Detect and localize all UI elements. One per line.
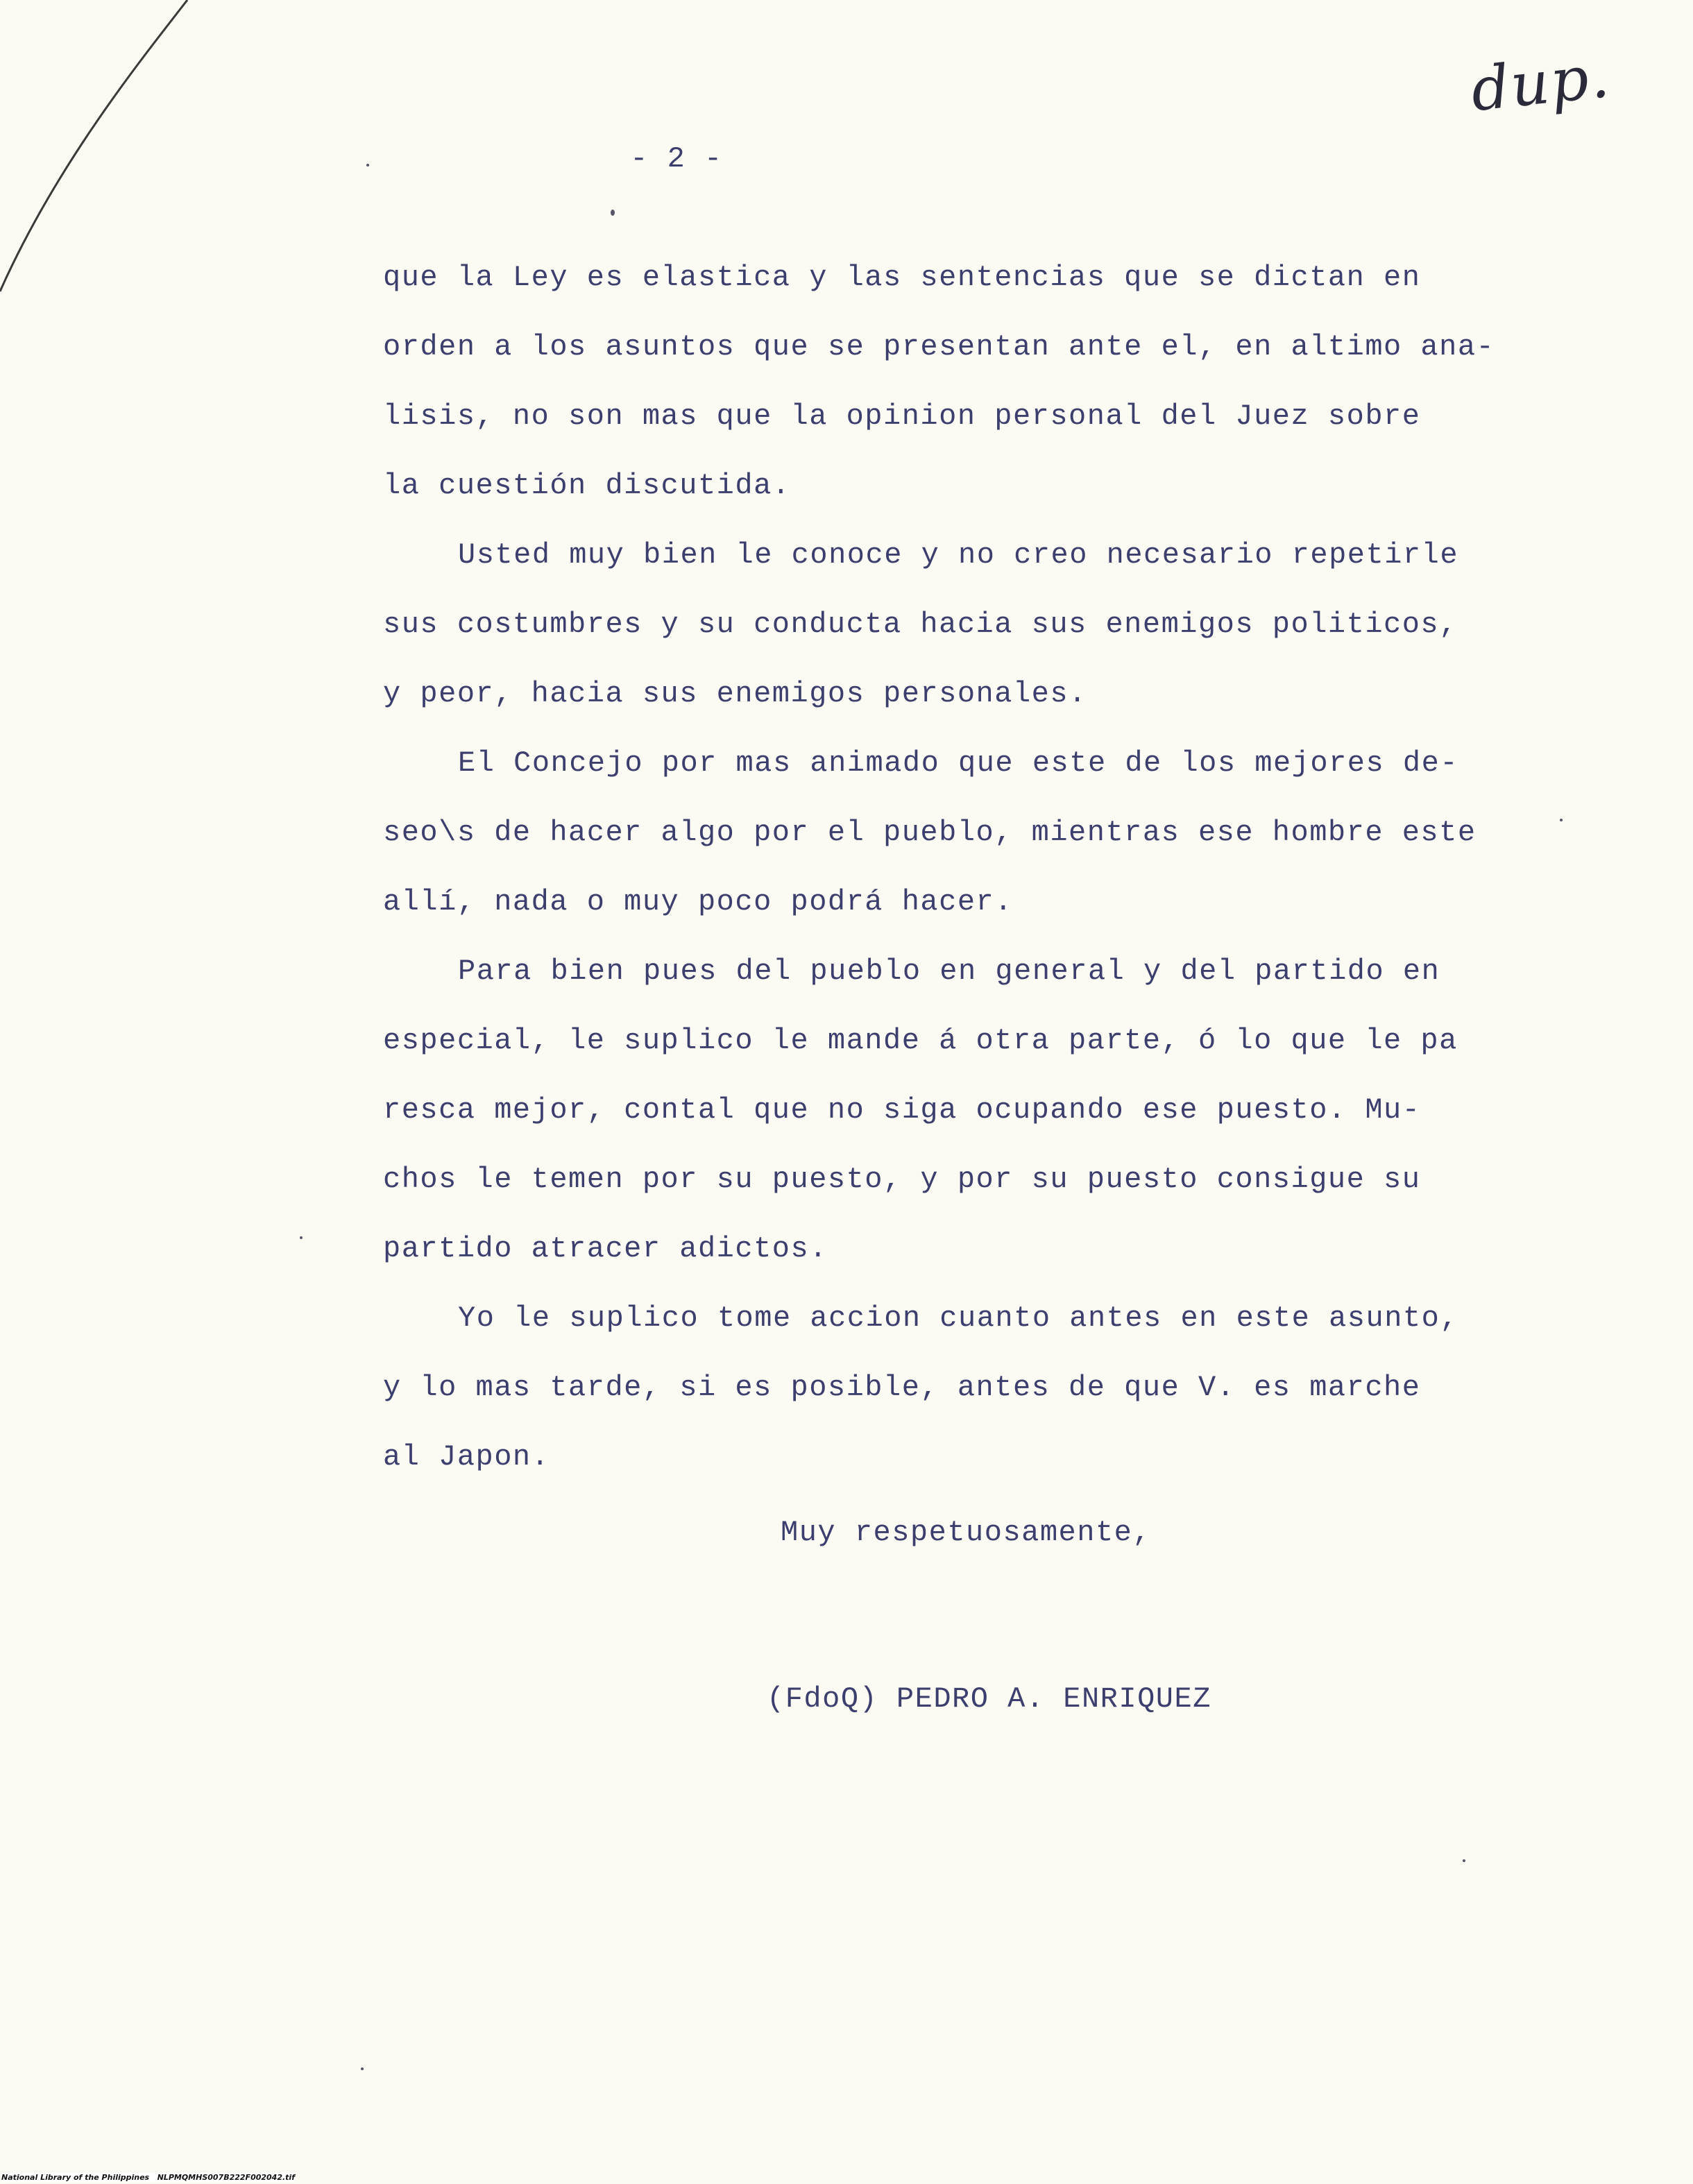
- body-line-9: seo\s de hacer algo por el pueblo, mientras ese hombre este: [383, 816, 1477, 849]
- paper-speck: [361, 2067, 364, 2070]
- paper-speck: [611, 210, 615, 216]
- body-line-13: resca mejor, contal que no siga ocupando ese puesto. Mu-: [383, 1093, 1421, 1127]
- letter-body: [383, 243, 1495, 1492]
- body-line-11: Para bien pues del pueblo en general y del partido en: [458, 955, 1440, 988]
- body-line-4: la cuestión discutida.: [383, 469, 791, 502]
- folded-corner-mark: [0, 0, 208, 305]
- paper-speck: [1463, 1859, 1465, 1862]
- body-line-1: que la Ley es elastica y las sentencias que se dictan en: [383, 261, 1421, 294]
- body-line-15: partido atracer adictos.: [383, 1232, 828, 1265]
- signature-line: (FdoQ) PEDRO A. ENRIQUEZ: [767, 1682, 1211, 1716]
- body-line-17: y lo mas tarde, si es posible, antes de que V. es marche: [383, 1371, 1421, 1404]
- body-line-10: allí, nada o muy poco podrá hacer.: [383, 885, 1013, 919]
- paper-speck: [366, 164, 369, 167]
- body-line-18: al Japon.: [383, 1440, 550, 1474]
- body-line-14: chos le temen por su puesto, y por su puesto consigue su: [383, 1163, 1421, 1196]
- archive-footer-caption: National Library of the Philippines NLPMQMHS007B222F002042.tif: [1, 2173, 295, 2182]
- body-line-3: lisis, no son mas que la opinion personal del Juez sobre: [383, 400, 1421, 433]
- body-line-8: El Concejo por mas animado que este de los mejores de-: [458, 747, 1459, 780]
- body-line-7: y peor, hacia sus enemigos personales.: [383, 677, 1087, 710]
- closing-salutation: Muy respetuosamente,: [781, 1516, 1152, 1549]
- body-line-2: orden a los asuntos que se presentan ante el, en altimo ana-: [383, 330, 1495, 364]
- page-number: - 2 -: [630, 142, 723, 176]
- paper-speck: [300, 1236, 303, 1239]
- body-line-16: Yo le suplico tome accion cuanto antes en este asunto,: [458, 1302, 1459, 1335]
- paper-speck: [1560, 819, 1563, 821]
- body-line-5: Usted muy bien le conoce y no creo necesario repetirle: [458, 538, 1459, 572]
- handwritten-note: dup.: [1467, 41, 1614, 126]
- body-line-12: especial, le suplico le mande á otra parte, ó lo que le pa: [383, 1024, 1458, 1057]
- body-line-6: sus costumbres y su conducta hacia sus enemigos politicos,: [383, 608, 1458, 641]
